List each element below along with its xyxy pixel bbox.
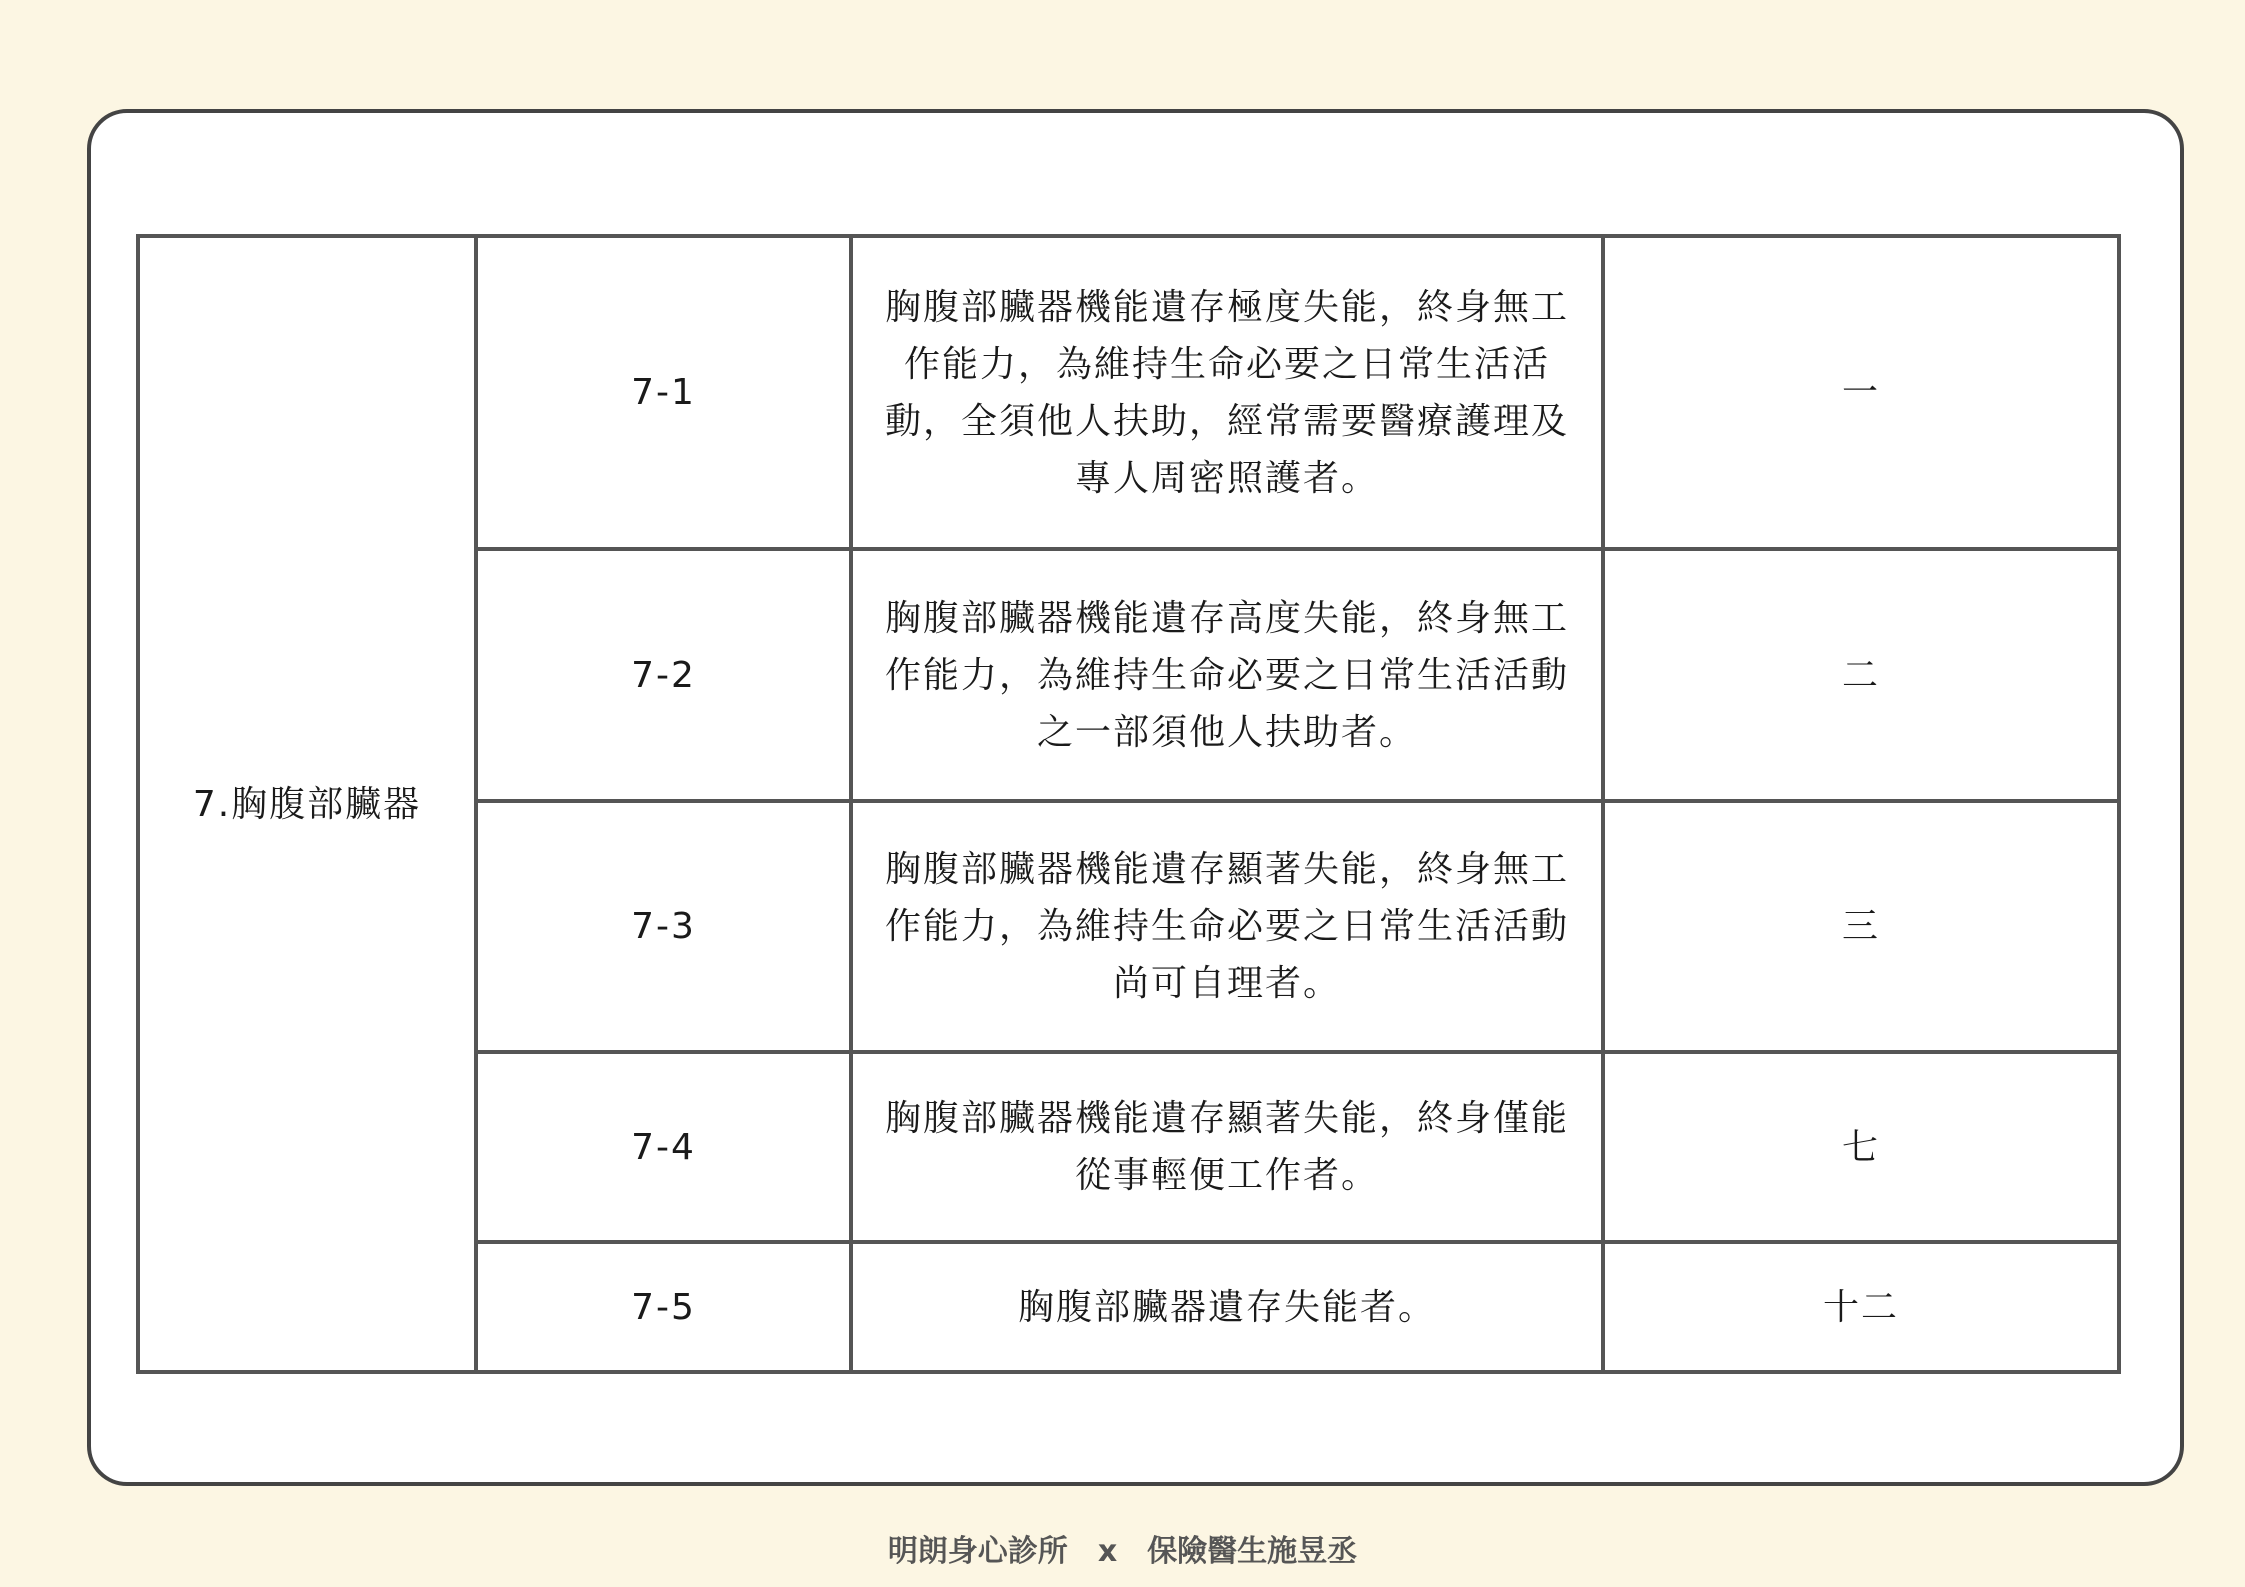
- disability-grade-cell: 七: [1603, 1052, 2119, 1242]
- item-code-cell: 7-3: [476, 801, 851, 1052]
- item-code-cell: 7-4: [476, 1052, 851, 1242]
- disability-grade-cell: 十二: [1603, 1242, 2119, 1372]
- table-row: [138, 236, 2119, 549]
- item-description-cell: 胸腹部臟器機能遺存極度失能，終身無工作能力，為維持生命必要之日常生活活動，全須他人扶助，經常需要醫療護理及專人周密照護者。: [851, 236, 1603, 549]
- disability-grade-cell: 三: [1603, 801, 2119, 1052]
- footer-credit: [0, 1528, 2245, 1576]
- item-code-cell: 7-2: [476, 549, 851, 801]
- item-description-cell: 胸腹部臟器機能遺存高度失能，終身無工作能力，為維持生命必要之日常生活活動之一部須他人扶助者。: [851, 549, 1603, 801]
- category-cell: 7.胸腹部臟器: [138, 236, 476, 1372]
- clinic-name: 明朗身心診所: [887, 1534, 1068, 1569]
- item-code-cell: 7-5: [476, 1242, 851, 1372]
- item-description-cell: 胸腹部臟器機能遺存顯著失能，終身無工作能力，為維持生命必要之日常生活活動尚可自理者。: [851, 801, 1603, 1052]
- disability-grade-table: [136, 234, 2121, 1374]
- doctor-name: 保險醫生施昱丞: [1147, 1534, 1358, 1569]
- content-card: [87, 109, 2184, 1486]
- item-description-cell: 胸腹部臟器遺存失能者。: [851, 1242, 1603, 1372]
- item-description-cell: 胸腹部臟器機能遺存顯著失能，終身僅能從事輕便工作者。: [851, 1052, 1603, 1242]
- disability-grade-cell: 二: [1603, 549, 2119, 801]
- item-code-cell: 7-1: [476, 236, 851, 549]
- footer-separator: x: [1097, 1534, 1118, 1569]
- disability-grade-cell: 一: [1603, 236, 2119, 549]
